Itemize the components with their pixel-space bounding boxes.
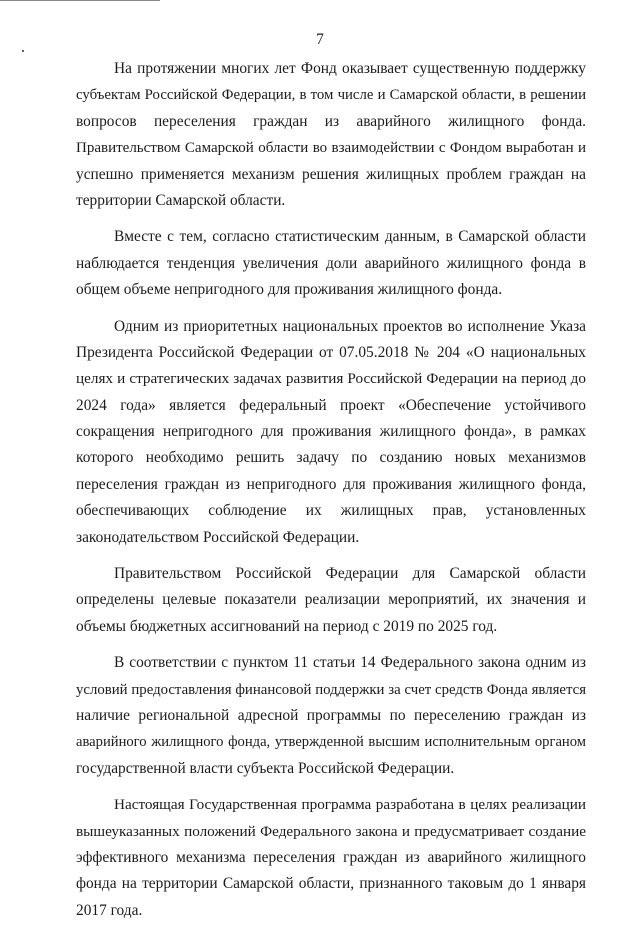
text-line: которого необходимо решить задачу по созданию новых механизмов bbox=[76, 449, 586, 467]
text-line: обеспечивающих соблюдение их жилищных прав, установленных bbox=[76, 502, 586, 520]
text-line: целях и стратегических задачах развития Российской Федерации на период до bbox=[76, 370, 586, 388]
text-line: вопросов переселения граждан из аварийного жилищного фонда. bbox=[76, 112, 586, 130]
scan-speck bbox=[22, 50, 24, 52]
page-number: 7 bbox=[316, 31, 324, 48]
text-line: аварийного жилищного фонда, утвержденной высшим исполнительным органом bbox=[76, 734, 586, 751]
text-line: вышеуказанных положений Федерального закона и предусматривает создание bbox=[76, 822, 586, 840]
paragraph-5 bbox=[76, 650, 586, 782]
text-line: законодательством Российской Федерации. bbox=[76, 528, 360, 546]
text-line: На протяжении многих лет Фонд оказывает существенную поддержку bbox=[114, 60, 586, 77]
paragraph-6 bbox=[76, 792, 586, 924]
text-line: Президента Российской Федерации от 07.05.2018 № 204 «О национальных bbox=[76, 343, 586, 361]
text-line: территории Самарской области. bbox=[76, 191, 286, 209]
paragraph-3 bbox=[76, 314, 586, 552]
paragraph-1 bbox=[76, 56, 586, 214]
text-line: эффективного механизма переселения граждан из аварийного жилищного bbox=[76, 848, 586, 866]
paragraph-4 bbox=[76, 561, 586, 640]
text-line: сокращения непригодного для проживания жилищного фонда», в рамках bbox=[76, 423, 586, 441]
scan-edge-line bbox=[0, 0, 160, 1]
text-line: субъектам Российской Федерации, в том числе и Самарской области, в решении bbox=[76, 87, 586, 104]
text-line: общем объеме непригодного для проживания жилищного фонда. bbox=[76, 281, 503, 299]
text-line: наблюдается тенденция увеличения доли аварийного жилищного фонда в bbox=[76, 254, 586, 272]
text-line: Правительством Российской Федерации для Самарской области bbox=[114, 565, 586, 583]
text-line: наличие региональной адресной программы по переселению граждан из bbox=[76, 706, 586, 724]
text-line: Вместе с тем, согласно статистическим данным, в Самарской области bbox=[114, 228, 586, 246]
text-line: 2024 года» является федеральный проект «Обеспечение устойчивого bbox=[76, 396, 586, 414]
text-line: В соответствии с пунктом 11 статьи 14 Федерального закона одним из bbox=[114, 654, 586, 672]
text-line: условий предоставления финансовой поддержки за счет средств Фонда является bbox=[76, 681, 586, 698]
text-line: Одним из приоритетных национальных проектов во исполнение Указа bbox=[114, 317, 586, 335]
text-line: 2017 года. bbox=[76, 901, 143, 919]
text-line: переселения граждан из непригодного для проживания жилищного фонда, bbox=[76, 475, 586, 493]
text-line: фонда на территории Самарской области, признанного таковым до 1 января bbox=[76, 875, 586, 893]
body-text bbox=[76, 56, 586, 934]
text-line: успешно применяется механизм решения жилищных проблем граждан на bbox=[76, 165, 586, 183]
text-line: определены целевые показатели реализации мероприятий, их значения и bbox=[76, 591, 586, 609]
text-line: Правительством Самарской области во взаимодействии с Фондом выработан и bbox=[76, 140, 586, 157]
text-line: Настоящая Государственная программа разработана в целях реализации bbox=[114, 796, 586, 814]
text-line: объемы бюджетных ассигнований на период с 2019 по 2025 год. bbox=[76, 617, 498, 635]
paragraph-2 bbox=[76, 224, 586, 303]
text-line: государственной власти субъекта Российской Федерации. bbox=[76, 759, 455, 777]
